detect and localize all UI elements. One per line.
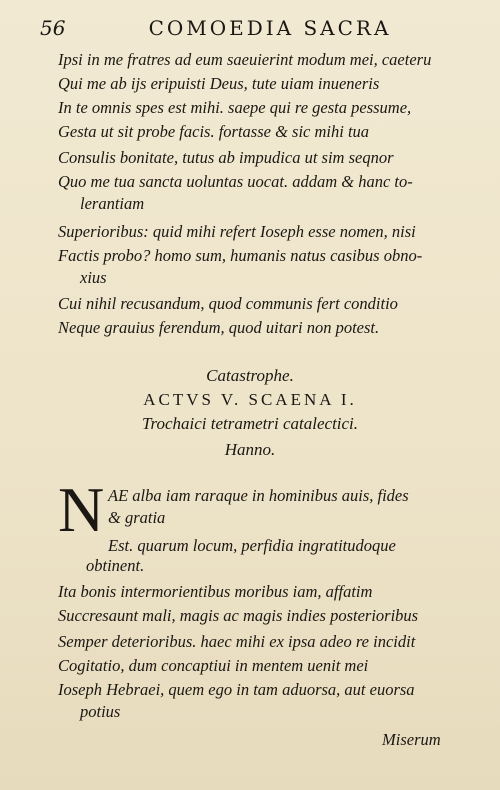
verse-line: Factis probo? homo sum, humanis natus casibus obno-: [58, 246, 423, 265]
page-header: [40, 14, 480, 42]
verse-line: Est. quarum locum, perfidia ingratitudoque: [108, 536, 396, 555]
catastrophe-heading: Catastrophe.: [206, 366, 294, 385]
verse-line: Qui me ab ijs eripuisti Deus, tute uiam inueneris: [58, 74, 380, 93]
catchword: Miserum: [382, 730, 441, 749]
meter-heading: Trochaici tetrametri catalectici.: [141, 414, 359, 433]
verse-line: Superioribus: quid mihi refert Ioseph esse nomen, nisi: [58, 222, 416, 241]
verse-line-continuation: & gratia: [108, 508, 166, 527]
verse-line: AE alba iam raraque in hominibus auis, fides: [108, 486, 409, 505]
page-number: 56: [40, 16, 66, 40]
verse-line: Ita bonis intermorientibus moribus iam, affatim: [58, 582, 373, 601]
speaker-name: Hanno.: [224, 440, 276, 459]
verse-line-continuation: potius: [80, 702, 121, 721]
verse-line: Gesta ut sit probe facis. fortasse & sic mihi tua: [58, 122, 370, 141]
verse-line: In te omnis spes est mihi. saepe qui re gesta pessume,: [58, 98, 412, 117]
verse-line: Semper deterioribus. haec mihi ex ipsa adeo re incidit: [58, 632, 416, 651]
verse-line: Cui nihil recusandum, quod communis fert conditio: [58, 294, 398, 313]
verse-line: Succresaunt mali, magis ac magis indies posterioribus: [58, 606, 419, 625]
verse-line: Consulis bonitate, tutus ab impudica ut sim seqnor: [58, 148, 394, 167]
verse-line-continuation: xius: [80, 268, 107, 287]
verse-line: Quo me tua sancta uoluntas uocat. addam & hanc to-: [58, 172, 413, 191]
verse-line: Neque grauius ferendum, quod uitari non potest.: [58, 318, 380, 337]
act-scene-heading: ACTVS V. SCAENA I.: [143, 390, 357, 409]
verse-line-continuation: lerantiam: [80, 194, 145, 213]
verse-line: Ipsi in me fratres ad eum saeuierint modum mei, caeteru: [58, 50, 432, 69]
verse-line: Cogitatio, dum concaptiui in mentem uenit mei: [58, 656, 369, 675]
drop-cap: N: [58, 474, 105, 545]
verse-line-continuation: obtinent.: [86, 556, 145, 575]
running-head: COMOEDIA SACRA: [148, 16, 392, 40]
verse-line: Ioseph Hebraei, quem ego in tam aduorsa, aut euorsa: [58, 680, 415, 699]
